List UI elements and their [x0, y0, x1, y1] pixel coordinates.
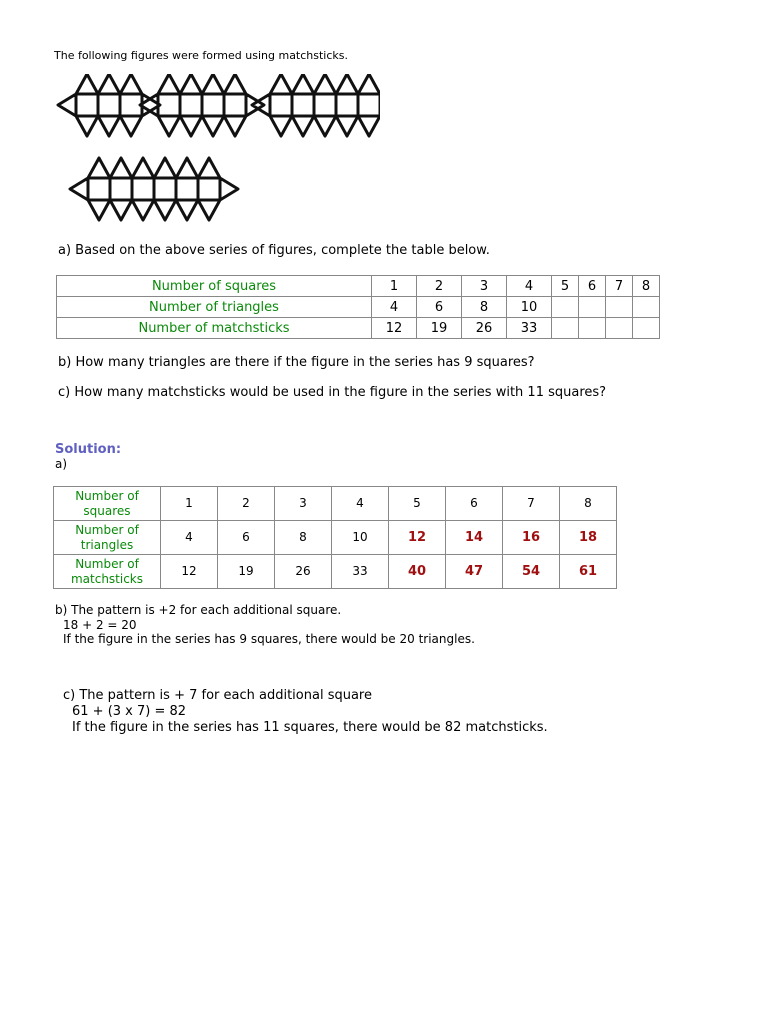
answer-cell: 54	[503, 555, 560, 589]
table-cell: 12	[372, 318, 417, 339]
answer-cell: 12	[389, 521, 446, 555]
answer-cell: 40	[389, 555, 446, 589]
answer-cell: 16	[503, 521, 560, 555]
table-cell: 6	[417, 297, 462, 318]
solution-c-calculation: 61 + (3 x 7) = 82	[72, 704, 187, 719]
table-cell	[606, 318, 633, 339]
table-cell: 7	[606, 276, 633, 297]
table-cell: 4	[372, 297, 417, 318]
table-cell	[579, 297, 606, 318]
question-b: b) How many triangles are there if the figure in the series has 9 squares?	[58, 355, 535, 370]
table-cell: 12	[161, 555, 218, 589]
row-label: Number of squares	[54, 487, 161, 521]
table-cell: 8	[462, 297, 507, 318]
row-label: Number of squares	[57, 276, 372, 297]
question-c: c) How many matchsticks would be used in the figure in the series with 11 squares?	[58, 385, 607, 400]
table-cell	[606, 297, 633, 318]
solution-a-label: a)	[55, 457, 68, 471]
row-label: Number of matchsticks	[54, 555, 161, 589]
table-cell: 26	[275, 555, 332, 589]
table-cell: 1	[372, 276, 417, 297]
question-a: a) Based on the above series of figures, complete the table below.	[58, 243, 490, 258]
answer-cell: 47	[446, 555, 503, 589]
table-cell: 7	[503, 487, 560, 521]
table-cell: 2	[218, 487, 275, 521]
table-row	[57, 297, 660, 318]
table-cell: 10	[507, 297, 552, 318]
table-cell: 33	[507, 318, 552, 339]
answer-cell: 18	[560, 521, 617, 555]
table-cell: 8	[560, 487, 617, 521]
table-cell: 1	[161, 487, 218, 521]
solution-c-answer: If the figure in the series has 11 squares, there would be 82 matchsticks.	[72, 720, 548, 735]
solution-table	[53, 486, 617, 589]
table-cell: 8	[275, 521, 332, 555]
table-cell: 6	[218, 521, 275, 555]
table-cell	[552, 297, 579, 318]
question-table	[56, 275, 660, 339]
solution-b-calculation: 18 + 2 = 20	[63, 618, 137, 632]
intro-text: The following figures were formed using matchsticks.	[54, 49, 349, 62]
row-label: Number of triangles	[54, 521, 161, 555]
table-cell: 4	[507, 276, 552, 297]
table-row	[57, 276, 660, 297]
table-cell: 5	[389, 487, 446, 521]
solution-b-pattern: b) The pattern is +2 for each additional square.	[55, 603, 342, 617]
table-cell: 6	[579, 276, 606, 297]
table-cell	[633, 297, 660, 318]
table-cell: 4	[332, 487, 389, 521]
table-row	[54, 555, 617, 589]
answer-cell: 61	[560, 555, 617, 589]
table-cell: 5	[552, 276, 579, 297]
matchstick-figures	[50, 74, 380, 234]
table-row	[57, 318, 660, 339]
table-cell: 26	[462, 318, 507, 339]
table-cell: 8	[633, 276, 660, 297]
table-row	[54, 521, 617, 555]
row-label: Number of triangles	[57, 297, 372, 318]
solution-c-pattern: c) The pattern is + 7 for each additional square	[63, 688, 372, 703]
table-cell	[552, 318, 579, 339]
table-cell: 33	[332, 555, 389, 589]
table-cell: 2	[417, 276, 462, 297]
matchstick-figure	[70, 158, 238, 220]
table-cell: 6	[446, 487, 503, 521]
table-cell: 3	[275, 487, 332, 521]
matchstick-figure	[252, 74, 380, 136]
table-cell: 10	[332, 521, 389, 555]
table-row	[54, 487, 617, 521]
table-cell: 19	[417, 318, 462, 339]
row-label: Number of matchsticks	[57, 318, 372, 339]
solution-b-answer: If the figure in the series has 9 squares, there would be 20 triangles.	[63, 632, 475, 646]
table-cell	[633, 318, 660, 339]
solution-heading: Solution:	[55, 442, 122, 457]
table-cell: 4	[161, 521, 218, 555]
table-cell: 19	[218, 555, 275, 589]
matchstick-figure	[58, 74, 160, 136]
answer-cell: 14	[446, 521, 503, 555]
matchstick-figure	[140, 74, 264, 136]
table-cell: 3	[462, 276, 507, 297]
table-cell	[579, 318, 606, 339]
